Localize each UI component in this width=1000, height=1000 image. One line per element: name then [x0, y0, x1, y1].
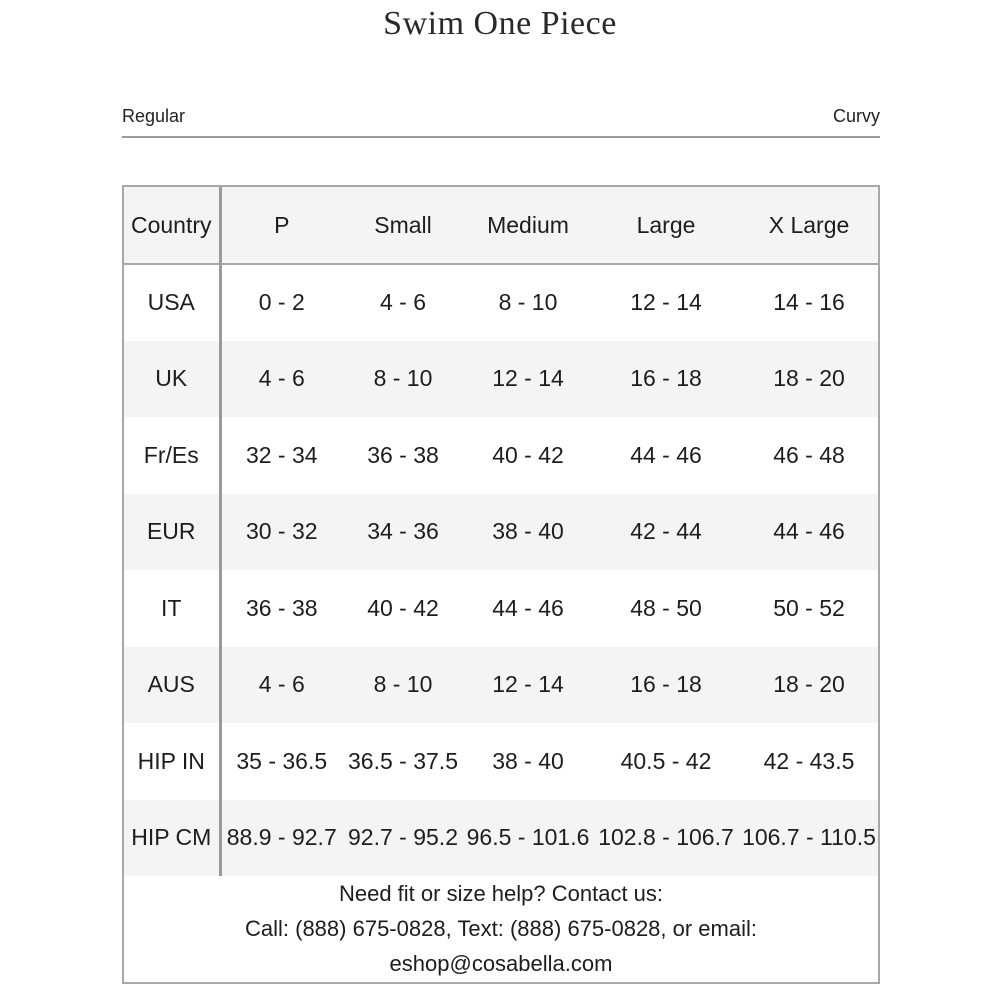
size-help-contact: [124, 876, 878, 982]
table-cell: 48 - 50: [630, 594, 702, 621]
column-header-medium: Medium: [464, 187, 592, 264]
table-cell: 8 - 10: [498, 289, 558, 316]
column-header-country: Country: [124, 187, 220, 264]
table-cell: 30 - 32: [245, 518, 318, 545]
column-header-p: P: [220, 187, 342, 264]
row-country-label: HIP CM: [124, 800, 220, 877]
row-country-label: AUS: [124, 647, 220, 724]
table-row: [124, 417, 878, 494]
table-cell: 92.7 - 95.2: [348, 824, 458, 851]
table-cell: 50 - 52: [773, 594, 845, 621]
table-cell: 38 - 40: [492, 747, 564, 774]
table-cell: 40 - 42: [492, 441, 564, 468]
table-cell: 96.5 - 101.6: [466, 824, 590, 851]
table-cell: 102.8 - 106.7: [598, 824, 734, 851]
table-cell: 14 - 16: [773, 289, 845, 316]
table-cell: 4 - 6: [258, 365, 305, 392]
table-cell: 42 - 44: [630, 518, 702, 545]
table-cell: 34 - 36: [367, 518, 439, 545]
table-cell: 44 - 46: [773, 518, 845, 545]
column-header-large: Large: [592, 187, 740, 264]
table-cell: 18 - 20: [773, 365, 845, 392]
table-row: [124, 494, 878, 571]
row-country-label: Fr/Es: [124, 417, 220, 494]
size-chart: [122, 185, 880, 984]
row-country-label: IT: [124, 570, 220, 647]
table-cell: 18 - 20: [773, 671, 845, 698]
table-cell: 0 - 2: [258, 289, 305, 316]
fit-tabs: [122, 100, 880, 138]
row-country-label: USA: [124, 264, 220, 341]
help-email-link[interactable]: eshop@cosabella.com: [389, 951, 613, 976]
table-cell: 44 - 46: [492, 594, 564, 621]
tab-regular[interactable]: Regular: [122, 106, 186, 126]
table-row: [124, 723, 878, 800]
table-cell: 32 - 34: [245, 441, 318, 468]
size-table: [124, 187, 878, 876]
tab-curvy[interactable]: Curvy: [832, 106, 880, 126]
table-cell: 12 - 14: [492, 365, 564, 392]
row-country-label: HIP IN: [124, 723, 220, 800]
table-cell: 40 - 42: [367, 594, 439, 621]
row-country-label: UK: [124, 341, 220, 418]
table-cell: 88.9 - 92.7: [226, 824, 337, 851]
help-contact-line: Call: (888) 675-0828, Text: (888) 675-0828, or email:: [245, 916, 757, 941]
help-heading: Need fit or size help? Contact us:: [338, 881, 664, 906]
table-cell: 4 - 6: [379, 289, 427, 316]
table-cell: 8 - 10: [373, 671, 433, 698]
table-cell: 36 - 38: [367, 441, 439, 468]
table-cell: 12 - 14: [492, 671, 564, 698]
table-cell: 40.5 - 42: [620, 747, 712, 774]
table-cell: 42 - 43.5: [763, 747, 855, 774]
table-cell: 35 - 36.5: [236, 747, 328, 774]
table-cell: 36.5 - 37.5: [348, 747, 458, 774]
table-cell: 8 - 10: [373, 365, 433, 392]
table-cell: 38 - 40: [492, 518, 564, 545]
table-header-row: [124, 187, 878, 264]
table-cell: 106.7 - 110.5: [742, 824, 876, 851]
table-row: [124, 264, 878, 341]
table-cell: 16 - 18: [630, 365, 702, 392]
table-cell: 44 - 46: [630, 441, 702, 468]
table-row: [124, 647, 878, 724]
page-title: Swim One Piece: [383, 5, 617, 42]
table-cell: 12 - 14: [630, 289, 702, 316]
table-row: [124, 800, 878, 877]
column-header-x-large: X Large: [740, 187, 878, 264]
table-cell: 46 - 48: [773, 441, 845, 468]
column-header-small: Small: [342, 187, 464, 264]
table-cell: 4 - 6: [258, 671, 305, 698]
table-row: [124, 341, 878, 418]
table-row: [124, 570, 878, 647]
table-cell: 36 - 38: [245, 594, 318, 621]
row-country-label: EUR: [124, 494, 220, 571]
table-cell: 16 - 18: [630, 671, 702, 698]
